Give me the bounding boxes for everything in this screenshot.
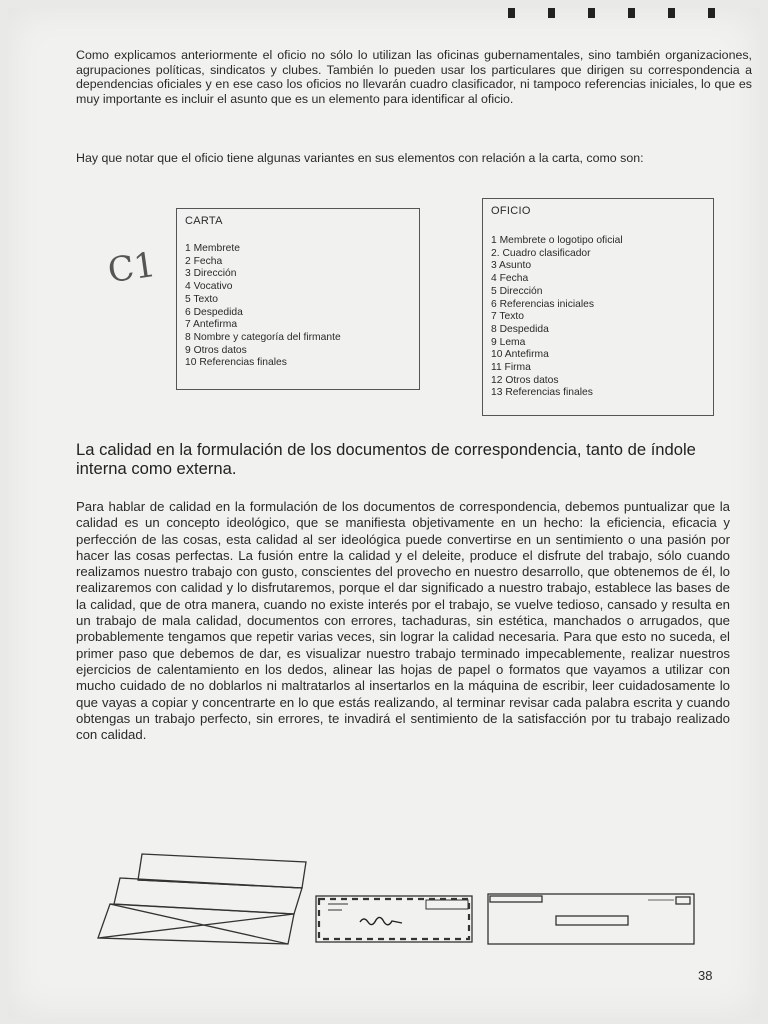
oficio-box [482, 198, 714, 416]
list-item: 9 Lema [491, 336, 526, 348]
folded-letter-drawing [98, 854, 306, 944]
list-item: 11 Firma [491, 362, 531, 374]
document-page [8, 8, 760, 1018]
list-item: 8 Nombre y categoría del firmante [185, 331, 341, 343]
business-envelope-drawing [488, 894, 694, 944]
list-item: 5 Dirección [491, 285, 543, 297]
airmail-envelope-drawing [316, 896, 472, 942]
carta-list [185, 243, 341, 370]
note-paragraph: Hay que notar que el oficio tiene algunas variantes en sus elementos con relación a la carta, como son: [76, 151, 644, 165]
list-item: 7 Antefirma [185, 319, 238, 331]
list-item: 2. Cuadro clasificador [491, 247, 591, 259]
list-item: 12 Otros datos [491, 374, 559, 386]
list-item: 13 Referencias finales [491, 387, 593, 399]
list-item: 6 Despedida [185, 306, 243, 318]
list-item: 4 Fecha [491, 273, 529, 285]
list-item: 8 Despedida [491, 323, 549, 335]
page-number: 38 [698, 968, 713, 983]
carta-title: CARTA [185, 215, 223, 227]
list-item: 10 Antefirma [491, 349, 549, 361]
intro-paragraph: Como explicamos anteriormente el oficio no sólo lo utilizan las oficinas gubernamentales, sino también organizaciones, agrupaciones políticas, sindicatos y clubes. También lo pueden usar los particulares que dirigen su correspondencia a dependencias oficiales y en ese caso los oficios no llevarán cuadro clasificador, ni tampoco referencias iniciales, lo que es muy importante es incluir el asunto que es un elemento para identificar al oficio. [76, 48, 752, 106]
list-item: 6 Referencias iniciales [491, 298, 595, 310]
list-item: 5 Texto [185, 293, 219, 305]
handwritten-mark: C1 [105, 244, 159, 292]
list-item: 2 Fecha [185, 255, 223, 267]
list-item: 9 Otros datos [185, 344, 247, 356]
envelope-illustrations [88, 848, 728, 958]
list-item: 10 Referencias finales [185, 357, 287, 369]
list-item: 1 Membrete o logotipo oficial [491, 235, 623, 246]
oficio-title: OFICIO [491, 205, 531, 217]
list-item: 3 Dirección [185, 268, 237, 280]
list-item: 1 Membrete [185, 243, 240, 254]
carta-box [176, 208, 420, 390]
section-heading: La calidad en la formulación de los documentos de correspondencia, tanto de índole interna como externa. [76, 440, 696, 478]
body-paragraph: Para hablar de calidad en la formulación de los documentos de correspondencia, debemos puntualizar que la calidad es un concepto ideológico, que se manifiesta objetivamente en un hecho: la eficiencia, eficacia y perfección de las cosas, esta calidad al ser ideológica puede convertirse en un sentimiento o una pasión por hacer las cosas perfectas. La fusión entre la calidad y el deleite, produce el disfrute del trabajo, sólo cuando realizamos nuestro trabajo con gusto, conscientes del provecho en nuestro desarrollo, que obtenemos de él, lo realizaremos con calidad y lo disfrutaremos, porque el dar significado a nuestro trabajo, establece las bases de la calidad, que de otra manera, cuando no existe interés por el trabajo, se vuelve tedioso, cansado y resulta en un trabajo de mala calidad, documentos con errores, tachaduras, sin estética, manchados o arrugados, que probablemente tengamos que repetir varias veces, sin lograr la calidad necesaria. Para que esto no suceda, el primer paso que debemos de dar, es visualizar nuestro trabajo terminado impecablemente, realizar nuestros ejercicios de calentamiento en los dedos, alinear las hojas de papel o formatos que vayamos a utilizar con mucho cuidado de no doblarlos ni maltratarlos al insertarlos en la máquina de escribir, leer cuidadosamente lo que vayas a copiar y concentrarte en lo que estás realizando, al terminar revisar cada palabra escrita y cuando obtengas un trabajo perfecto, sin errores, te invadirá el sentimiento de la satisfacción por tu trabajo realizado con calidad. [76, 499, 730, 743]
oficio-list [491, 235, 623, 400]
list-item: 7 Texto [491, 311, 525, 323]
list-item: 4 Vocativo [185, 281, 233, 293]
list-item: 3 Asunto [491, 260, 532, 272]
binding-marks [8, 8, 760, 22]
